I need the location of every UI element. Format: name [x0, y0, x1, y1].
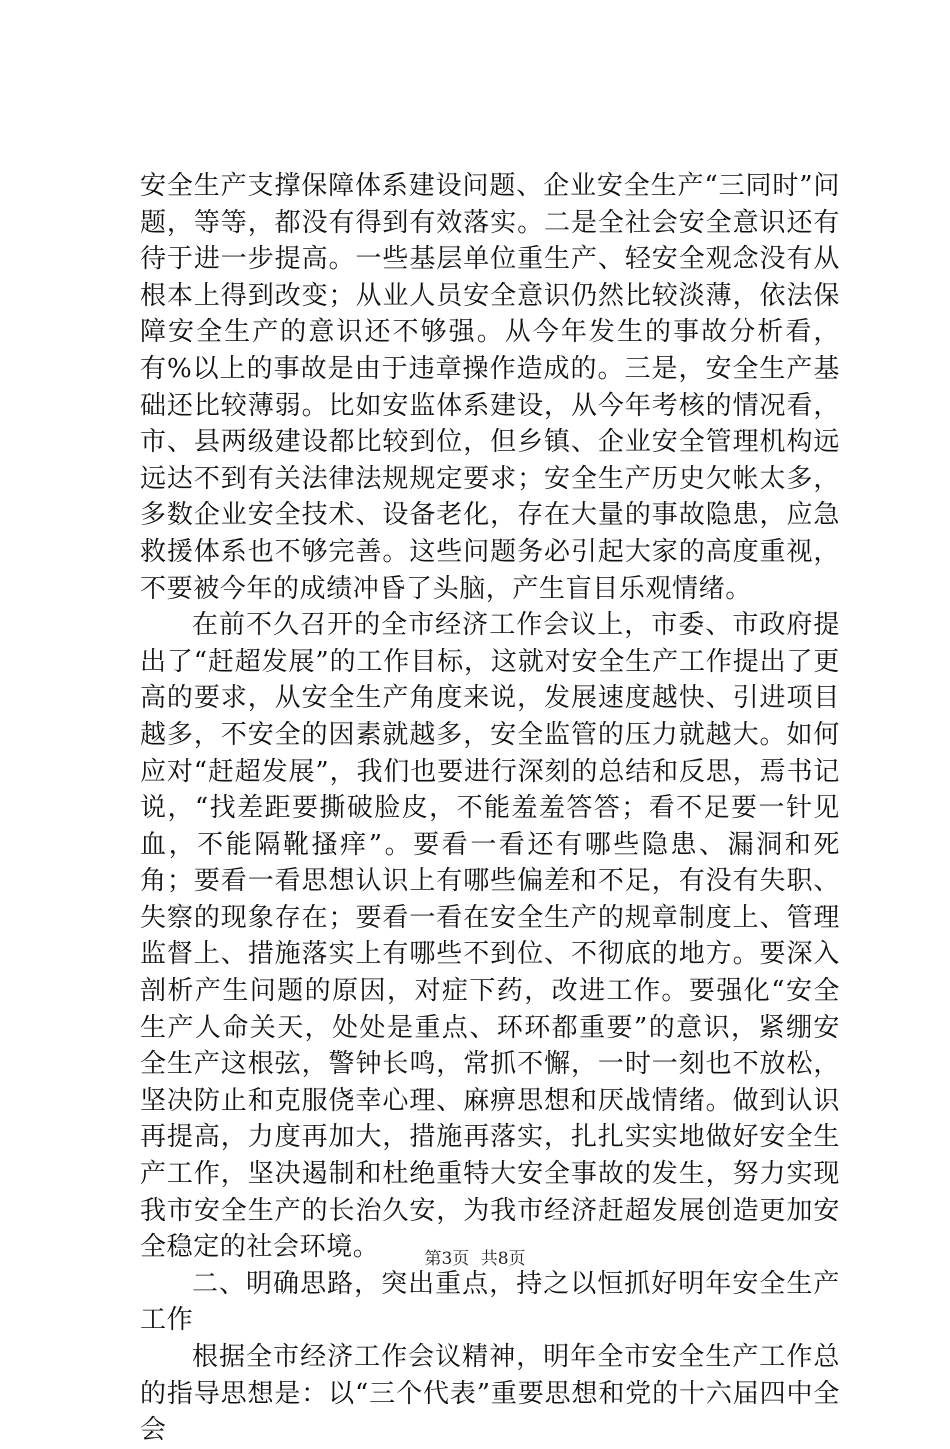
- paragraph-2: 在前不久召开的全市经济工作会议上，市委、市政府提出了“赶超发展”的工作目标，这就对安全生产工作提出了更高的要求，从安全生产角度来说，发展速度越快、引进项目越多，不安全的因素就越多，安全监管的压力就越大。如何应对“赶超发展”，我们也要进行深刻的总结和反思，焉书记说，“找差距要撕破脸皮，不能羞羞答答；看不足要一针见血，不能隔靴搔痒”。要看一看还有哪些隐患、漏洞和死角；要看一看思想认识上有哪些偏差和不足，有没有失职、失察的现象存在；要看一看在安全生产的规章制度上、管理监督上、措施落实上有哪些不到位、不彻底的地方。要深入剖析产生问题的原因，对症下药，改进工作。要强化“安全生产人命关天，处处是重点、环环都重要”的意识，紧绷安全生产这根弦，警钟长鸣，常抓不懈，一时一刻也不放松，坚决防止和克服侥幸心理、麻痹思想和厌战情绪。做到认识再提高，力度再加大，措施再落实，扎扎实实地做好安全生产工作，坚决遏制和杜绝重特大安全事故的发生，努力实现我市安全生产的长治久安，为我市经济赶超发展创造更加安全稳定的社会环境。: [140, 610, 840, 1263]
- section-heading: 二、明确思路，突出重点，持之以恒抓好明年安全生产工作: [140, 1268, 840, 1336]
- page-total: 共8页: [480, 1249, 526, 1269]
- page-footer: [0, 1244, 950, 1269]
- paragraph-1: 安全生产支撑保障体系建设问题、企业安全生产“三同时”问题，等等，都没有得到有效落实。二是全社会安全意识还有待于进一步提高。一些基层单位重生产、轻安全观念没有从根本上得到改变；从业人员安全意识仍然比较淡薄，依法保障安全生产的意识还不够强。从今年发生的事故分析看，有%以上的事故是由于违章操作造成的。三是，安全生产基础还比较薄弱。比如安监体系建设，从今年考核的情况看，市、县两级建设都比较到位，但乡镇、企业安全管理机构远远达不到有关法律法规规定要求；安全生产历史欠帐太多，多数企业安全技术、设备老化，存在大量的事故隐患，应急救援体系也不够完善。这些问题务必引起大家的高度重视，不要被今年的成绩冲昏了头脑，产生盲目乐观情绪。: [140, 171, 840, 604]
- page-number: 第3页: [424, 1249, 470, 1269]
- paragraph-3: 根据全市经济工作会议精神，明年全市安全生产工作总的指导思想是：以“三个代表”重要思想和党的十六届四中全会: [140, 1342, 840, 1446]
